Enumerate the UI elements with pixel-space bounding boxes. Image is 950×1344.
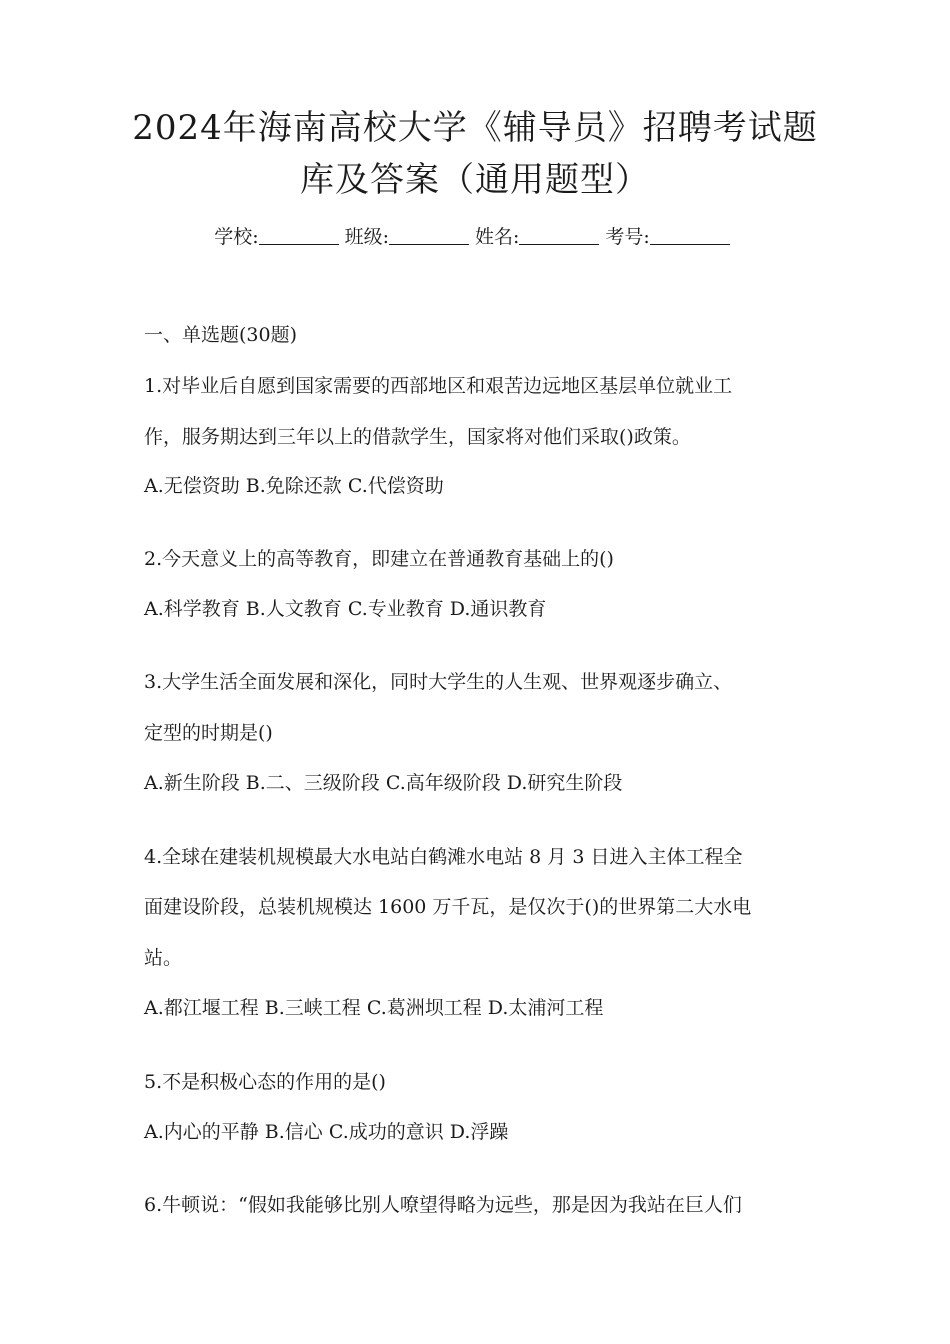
question-2-options: A.科学教育 B.人文教育 C.专业教育 D.通识教育 [144,598,547,620]
question-2-line-1: 2.今天意义上的高等教育，即建立在普通教育基础上的() [144,548,614,570]
class-label: 班级: [344,226,389,248]
exam-number-blank [650,224,730,245]
question-4-line-3: 站。 [144,947,183,969]
document-title-line-2: 库及答案（通用题型） [300,160,650,200]
exam-number-label: 考号: [605,226,650,248]
question-3-line-2: 定型的时期是() [144,722,273,744]
section-heading: 一、单选题(30题) [144,324,298,346]
name-blank [519,224,599,245]
student-info-line [0,223,950,251]
question-6-line-1: 6.牛顿说：“假如我能够比别人嘹望得略为远些，那是因为我站在巨人们 [144,1194,742,1216]
class-blank [389,224,469,245]
question-5-options: A.内心的平静 B.信心 C.成功的意识 D.浮躁 [144,1121,509,1143]
question-1-options: A.无偿资助 B.免除还款 C.代偿资助 [144,475,444,497]
question-1-line-1: 1.对毕业后自愿到国家需要的西部地区和艰苦边远地区基层单位就业工 [144,375,733,397]
question-5-line-1: 5.不是积极心态的作用的是() [144,1071,386,1093]
question-3-line-1: 3.大学生活全面发展和深化，同时大学生的人生观、世界观逐步确立、 [144,671,733,693]
document-title-line-1: 2024年海南高校大学《辅导员》招聘考试题 [132,108,818,148]
question-4-line-1: 4.全球在建装机规模最大水电站白鹤滩水电站 8 月 3 日进入主体工程全 [144,846,743,868]
school-label: 学校: [214,226,259,248]
question-4-line-2: 面建设阶段，总装机规模达 1600 万千瓦，是仅次于()的世界第二大水电 [144,896,752,918]
school-blank [259,224,339,245]
question-4-options: A.都江堰工程 B.三峡工程 C.葛洲坝工程 D.太浦河工程 [144,997,604,1019]
name-label: 姓名: [475,226,520,248]
question-1-line-2: 作，服务期达到三年以上的借款学生，国家将对他们采取()政策。 [144,426,691,448]
question-3-options: A.新生阶段 B.二、三级阶段 C.高年级阶段 D.研究生阶段 [144,772,623,794]
